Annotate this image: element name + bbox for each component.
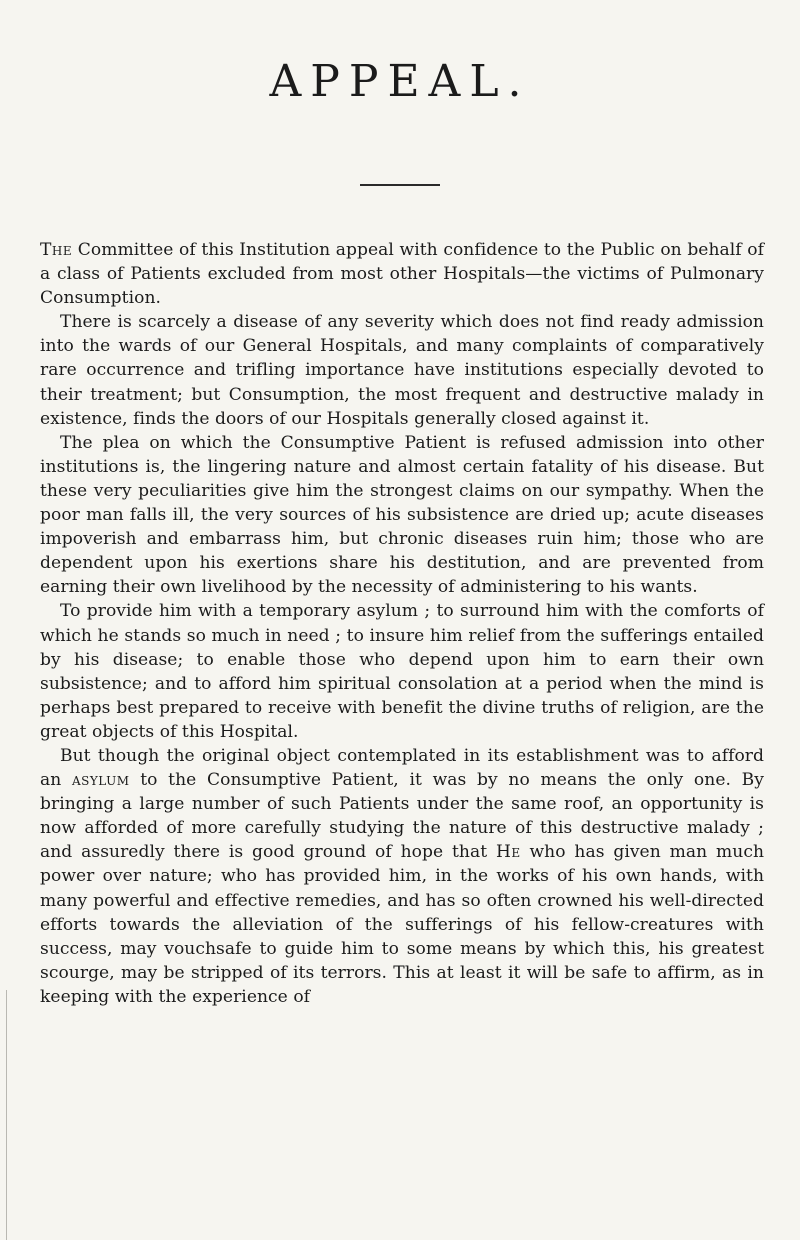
page-title: APPEAL. [269, 56, 531, 107]
paragraph-5-asylum: asylum [72, 770, 130, 791]
paragraph-5-text-before: But though the original object contemplated in its establishment was to afford an [40, 745, 764, 791]
page-edge-shadow [6, 990, 7, 1240]
paragraph-5-text-middle: to the Consumptive Patient, it was by no means the only one. By bringing a large number of such Patients under the same roof, an opportunity is now afforded of more carefully studying the nature of this destructive malady ; and assuredly there is good ground of hope that [40, 770, 764, 863]
paragraph-1 [40, 238, 764, 310]
paragraph-1-text: Committee of this Institution appeal with confidence to the Public on behalf of a class of Patients excluded from most other Hospitals—the victims of Pulmonary Consumption. [40, 240, 764, 309]
paragraph-3: The plea on which the Consumptive Patient is refused admission into other institutions is, the lingering nature and almost certain fatality of his disease. But these very peculiarities give him the strongest claims on our sympathy. When the poor man falls ill, the very sources of his subsistence are dried up; acute diseases impoverish and embarrass him, but chronic diseases ruin him; those who are dependent upon his exertions share his destitution, and are prevented from earning their own livelihood by the necessity of administering to his wants. [40, 432, 764, 598]
paragraph-5-he: He [495, 842, 521, 863]
appeal-body [40, 238, 764, 1009]
title-divider [360, 184, 440, 186]
paragraph-2: There is scarcely a disease of any severity which does not find ready admission into the wards of our General Hospitals, and many complaints of comparatively rare occurrence and trifling importance have institutions especially devoted to their treatment; but Consumption, the most frequent and destructive malady in existence, finds the doors of our Hospitals generally closed against it. [40, 312, 764, 429]
paragraph-4: To provide him with a temporary asylum ; to surround him with the comforts of which he stands so much in need ; to insure him relief from the sufferings entailed by his disease; to enable those who depend upon him to earn their own subsistence; and to afford him spiritual consolation at a period when the mind is perhaps best prepared to receive with benefit the divine truths of religion, are the great objects of this Hospital. [40, 601, 764, 742]
paragraph-1-lead: The [40, 240, 73, 260]
paragraph-5-text-after: who has given man much power over nature; who has provided him, in the works of his own hands, with many powerful and effective remedies, and has so often crowned his well-directed efforts towards the alleviation of the sufferings of his fellow-creatures with success, may vouchsafe to guide him to some means by which this, his greatest scourge, may be stripped of its terrors. This at least it will be safe to affirm, as in keeping with the experience of [40, 842, 765, 1007]
paragraph-5 [40, 744, 764, 1009]
